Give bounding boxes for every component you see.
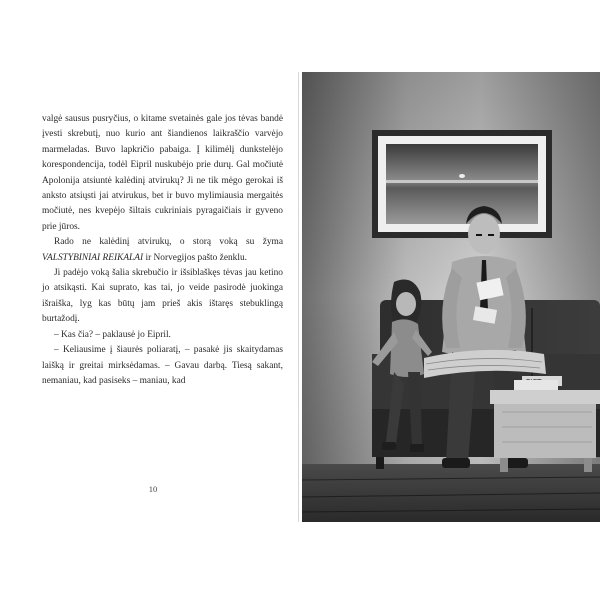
page-number: 10 [148,484,158,494]
wall-painting [372,130,552,238]
text-run: Ji padėjo voką šalia skrebučio ir išsiblaškęs tėvas jau ketino jo atsikąsti. Kai suprato, kas tai, jo veide pasirodė juokinga išraiška, lyg kas būtų jam prieš akis ištaręs stebuklingą burtažodį. [42,268,283,325]
text-run: ir Norvegijos pašto ženklu. [143,252,248,263]
illustration-drawing [302,72,600,522]
left-page [8,72,299,522]
emphasis-text: VALSTYBINIAI REIKALAI [42,252,144,263]
floor [302,464,600,522]
paragraph [42,328,283,343]
paragraph [42,266,283,328]
paragraph [42,112,283,235]
body-text [42,112,283,389]
text-run: valgė sausus pusryčius, o kitame svetainės gale jos tėvas bandė įvesti skrebutį, nuo kurio ant šiandienos laikraščio varvėjo marmeladas. Buvo lapkričio pabaiga. Į kilimėlį dunkstelėjo korespondencija, todėl Eipril nuskubėjo prie durų. Gal močiutė Apolonija atsiuntė kalėdinį atvirukų? Ji ne tik mėgo gerokai iš anksto atsiųsti jai atvirukus, bet ir buvo mylimiausia mergaitės močiutė, nes kvepėjo šiltais cukriniais pyragaičiais ir gyveno prie jūros. [42,114,283,232]
paragraph [42,235,283,266]
text-run: – Keliausime į šiaurės poliaratį, – pasakė jis skaitydamas laišką ir greitai mirksėdamas. – Gavau darbą. Tiesą sakant, nemaniau, kad pasiseks – maniau, kad [42,345,283,386]
text-run: Rado ne kalėdinį atvirukų, o storą voką su žyma [54,237,283,248]
right-page-illustration [302,72,600,522]
text-run: – Kas čia? – paklausė jo Eipril. [54,329,171,340]
paragraph [42,343,283,389]
